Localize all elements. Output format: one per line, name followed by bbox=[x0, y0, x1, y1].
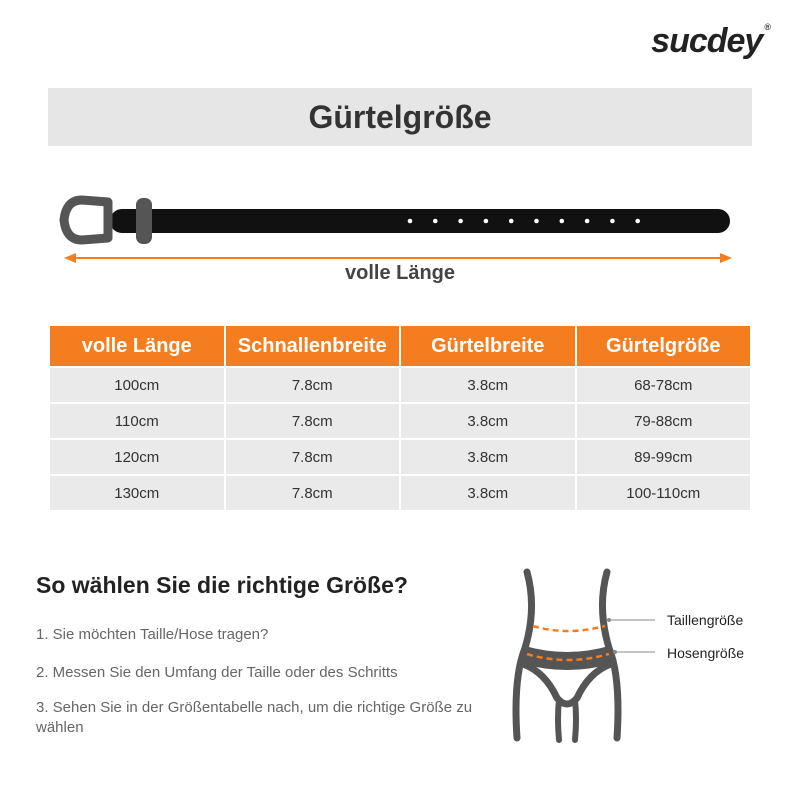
table-cell: 110cm bbox=[50, 404, 224, 438]
table-cell: 100-110cm bbox=[577, 476, 751, 510]
table-cell: 100cm bbox=[50, 368, 224, 402]
step-2: 2. Messen Sie den Umfang der Taille oder des Schritts bbox=[36, 664, 398, 681]
inner-thigh-right bbox=[575, 700, 576, 740]
belt-hole bbox=[433, 219, 438, 224]
size-table-header bbox=[50, 326, 750, 366]
header-full-length: volle Länge bbox=[50, 326, 224, 366]
header-belt-size: Gürtelgröße bbox=[577, 326, 751, 366]
table-cell: 7.8cm bbox=[226, 440, 400, 474]
table-cell: 89-99cm bbox=[577, 440, 751, 474]
title-banner bbox=[48, 88, 752, 146]
page-title: Gürtelgröße bbox=[308, 98, 492, 135]
belt-hole bbox=[585, 219, 590, 224]
table-cell: 7.8cm bbox=[226, 368, 400, 402]
hip-label: Hosengröße bbox=[667, 645, 745, 661]
table-row bbox=[50, 404, 750, 438]
table-cell: 79-88cm bbox=[577, 404, 751, 438]
step-3: 3. Sehen Sie in der Größentabelle nach, um die richtige Größe zu wählen bbox=[36, 699, 473, 736]
table-cell: 7.8cm bbox=[226, 404, 400, 438]
brand-logo bbox=[651, 22, 770, 61]
header-buckle-width: Schnallenbreite bbox=[226, 326, 400, 366]
table-cell: 120cm bbox=[50, 440, 224, 474]
table-row bbox=[50, 368, 750, 402]
belt-hole bbox=[509, 219, 514, 224]
belt-hole bbox=[408, 219, 413, 224]
header-belt-width: Gürtelbreite bbox=[401, 326, 575, 366]
belt-hole bbox=[534, 219, 539, 224]
belt-hole bbox=[484, 219, 489, 224]
belt-hole bbox=[458, 219, 463, 224]
table-cell: 3.8cm bbox=[401, 476, 575, 510]
registered-mark: ® bbox=[764, 22, 770, 32]
size-table bbox=[48, 324, 752, 512]
belt-diagram bbox=[0, 180, 800, 270]
full-length-label: volle Länge bbox=[344, 262, 456, 284]
table-row bbox=[50, 476, 750, 510]
table-cell: 3.8cm bbox=[401, 368, 575, 402]
belt-hole bbox=[635, 219, 640, 224]
table-cell: 7.8cm bbox=[226, 476, 400, 510]
waist-measure-line bbox=[533, 626, 605, 631]
table-cell: 68-78cm bbox=[577, 368, 751, 402]
table-cell: 130cm bbox=[50, 476, 224, 510]
inner-thigh-left bbox=[558, 700, 559, 740]
table-row bbox=[50, 440, 750, 474]
brand-name: sucdey bbox=[651, 22, 763, 60]
belt-buckle-bar bbox=[136, 198, 152, 244]
howto-title: So wählen Sie die richtige Größe? bbox=[36, 572, 408, 598]
belt-hole bbox=[610, 219, 615, 224]
waist-label: Taillengröße bbox=[667, 612, 744, 628]
belt-buckle bbox=[64, 200, 108, 240]
table-cell: 3.8cm bbox=[401, 404, 575, 438]
belt-hole bbox=[560, 219, 565, 224]
table-cell: 3.8cm bbox=[401, 440, 575, 474]
step-1: 1. Sie möchten Taille/Hose tragen? bbox=[36, 626, 269, 643]
body-measure-diagram bbox=[505, 568, 655, 748]
